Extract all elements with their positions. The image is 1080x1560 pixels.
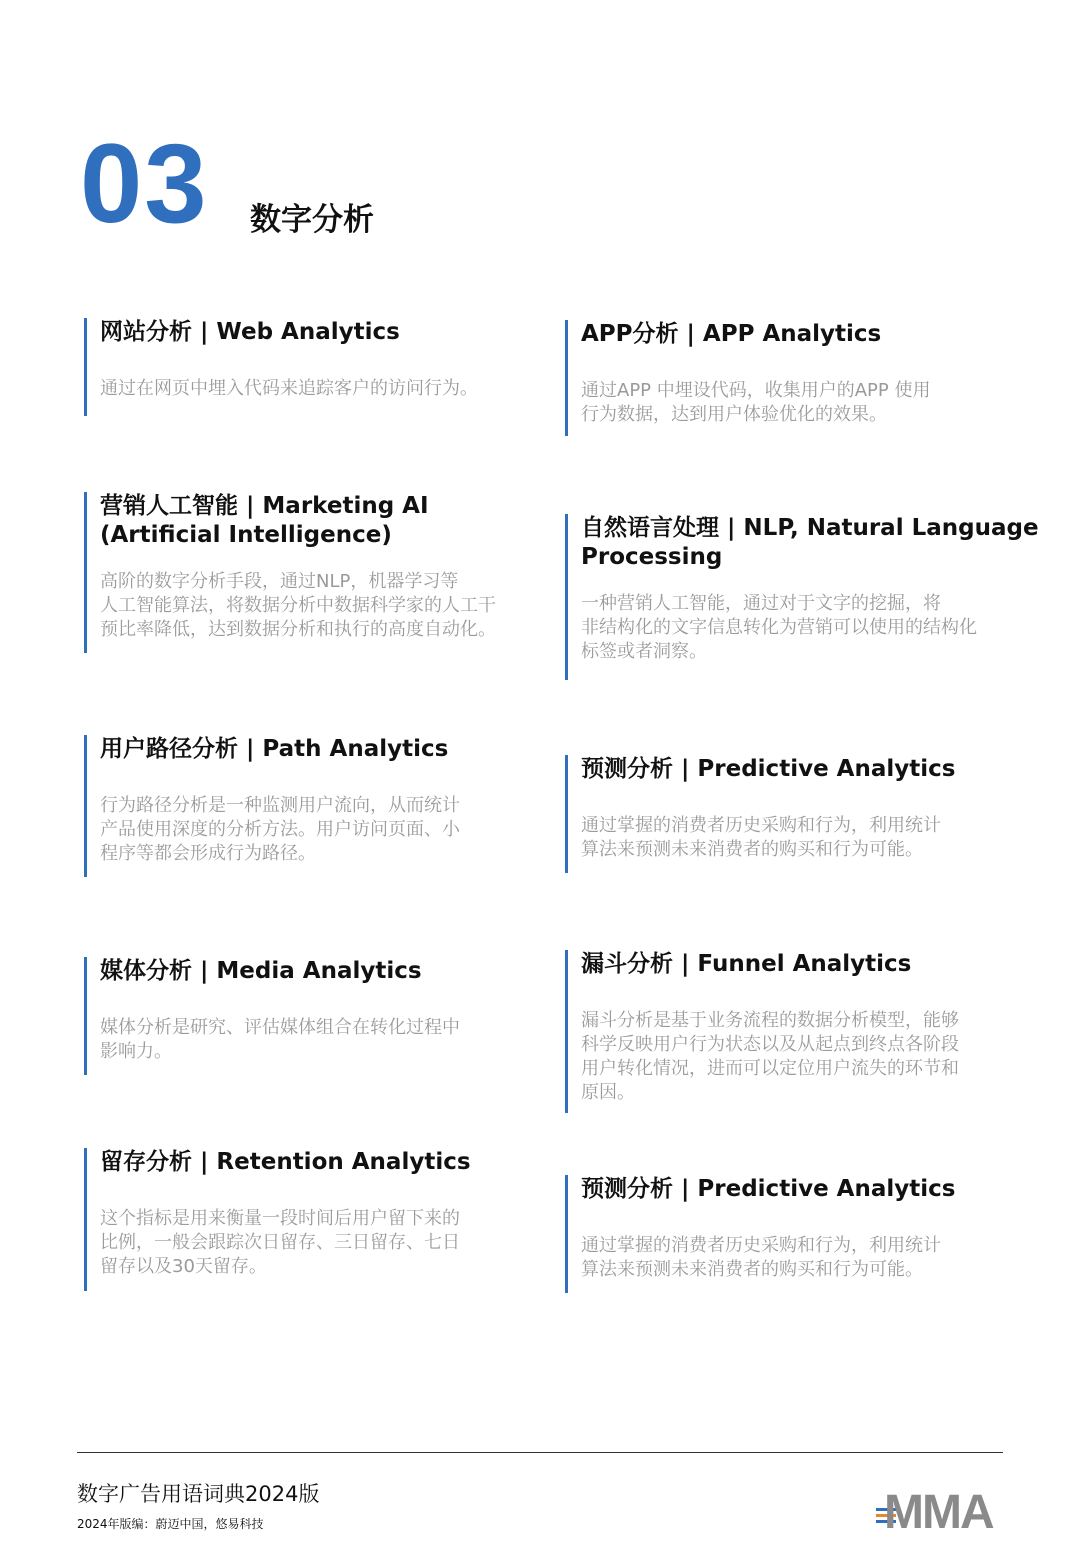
entry-description: 这个指标是用来衡量一段时间后用户留下来的 比例，一般会跟踪次日留存、三日留存、七日 留存以及30天留存。 bbox=[100, 1208, 460, 1277]
entry-title: 预测分析 | Predictive Analytics bbox=[581, 1176, 956, 1202]
entry-app-analytics bbox=[565, 320, 1045, 436]
section-number: 03 bbox=[80, 121, 209, 246]
entry-funnel-analytics bbox=[565, 950, 1045, 1113]
footer-subtitle: 2024年版编：蔚迈中国，悠易科技 bbox=[77, 1517, 264, 1531]
entry-web-analytics bbox=[84, 318, 544, 416]
entry-title: 媒体分析 | Media Analytics bbox=[100, 958, 422, 984]
entry-path-analytics bbox=[84, 735, 544, 877]
entry-title: 用户路径分析 | Path Analytics bbox=[100, 736, 449, 762]
footer-title: 数字广告用语词典2024版 bbox=[77, 1482, 320, 1506]
entry-description: 通过APP 中埋设代码，收集用户的APP 使用 行为数据，达到用户体验优化的效果。 bbox=[581, 380, 931, 425]
entry-title: APP分析 | APP Analytics bbox=[581, 321, 882, 347]
entry-description: 通过在网页中埋入代码来追踪客户的访问行为。 bbox=[100, 378, 478, 399]
entry-title: 漏斗分析 | Funnel Analytics bbox=[581, 951, 912, 977]
entry-nlp bbox=[565, 514, 1050, 680]
entry-title: 自然语言处理 | NLP, Natural Language Processing bbox=[581, 515, 1039, 570]
entry-marketing-ai bbox=[84, 492, 554, 653]
entry-description: 漏斗分析是基于业务流程的数据分析模型，能够 科学反映用户行为状态以及从起点到终点各阶段 用户转化情况，进而可以定位用户流失的环节和 原因。 bbox=[581, 1010, 959, 1103]
mma-logo-mark bbox=[874, 1484, 1020, 1532]
entry-description: 通过掌握的消费者历史采购和行为，利用统计 算法来预测未来消费者的购买和行为可能。 bbox=[581, 1235, 941, 1280]
entry-description: 行为路径分析是一种监测用户流向，从而统计 产品使用深度的分析方法。用户访问页面、小 程序等都会形成行为路径。 bbox=[100, 795, 460, 864]
entry-description: 媒体分析是研究、评估媒体组合在转化过程中 影响力。 bbox=[100, 1017, 460, 1062]
entry-title: 网站分析 | Web Analytics bbox=[100, 319, 400, 345]
entry-retention-analytics bbox=[84, 1148, 544, 1291]
entry-description: 高阶的数字分析手段，通过NLP，机器学习等 人工智能算法，将数据分析中数据科学家的人工干 预比率降低，达到数据分析和执行的高度自动化。 bbox=[100, 571, 496, 640]
entry-title: 营销人工智能 | Marketing AI (Artificial Intelligence) bbox=[100, 493, 429, 548]
entry-title: 预测分析 | Predictive Analytics bbox=[581, 756, 956, 782]
entry-media-analytics bbox=[84, 957, 544, 1075]
entry-predictive-analytics bbox=[565, 755, 1045, 873]
entry-title: 留存分析 | Retention Analytics bbox=[100, 1149, 471, 1175]
logo-text: MMA bbox=[884, 1486, 993, 1532]
mma-logo bbox=[874, 1484, 1020, 1532]
section-title: 数字分析 bbox=[250, 202, 374, 238]
entry-description: 通过掌握的消费者历史采购和行为，利用统计 算法来预测未来消费者的购买和行为可能。 bbox=[581, 815, 941, 860]
entry-predictive-analytics-2 bbox=[565, 1175, 1045, 1293]
entry-description: 一种营销人工智能，通过对于文字的挖掘，将 非结构化的文字信息转化为营销可以使用的结构化 标签或者洞察。 bbox=[581, 593, 977, 662]
footer-divider bbox=[77, 1452, 1003, 1453]
